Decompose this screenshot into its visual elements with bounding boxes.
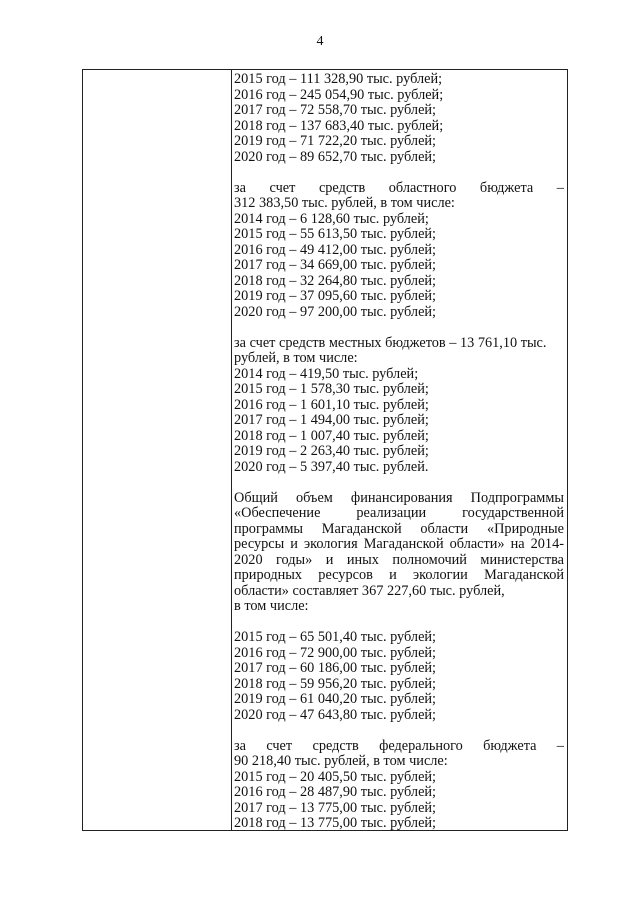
year-line: 2015 год – 1 578,30 тыс. рублей;	[234, 381, 429, 397]
year-line: 2020 год – 5 397,40 тыс. рублей.	[234, 458, 429, 475]
regional-budget-section	[234, 181, 564, 321]
year-line: 2017 год – 1 494,00 тыс. рублей;	[234, 412, 429, 428]
year-line: 2019 год – 37 095,60 тыс. рублей;	[234, 288, 437, 304]
year-line: 2016 год – 28 487,90 тыс. рублей;	[234, 784, 437, 800]
year-line: 2018 год – 13 775,00 тыс. рублей;	[234, 815, 437, 831]
heading-word: счет	[269, 179, 296, 196]
year-line: 2020 год – 89 652,70 тыс. рублей;	[234, 148, 437, 165]
local-budget-section	[234, 336, 564, 476]
federal-budget-total: 90 218,40 тыс. рублей, в том числе:	[234, 753, 448, 769]
general-funding-text: Общий объем финансирования Подпрограммы «Обеспечение реализации государственной программы Магаданской области «Природные ресурсы и экология Магаданской области» на 2014-2020 годы» и иных полномочий министерства природных ресурсов и экологии Магаданской области» составляет 367 227,60 тыс. рублей,	[234, 489, 564, 599]
year-line: 2016 год – 245 054,90 тыс. рублей;	[234, 86, 444, 103]
year-line: 2018 год – 1 007,40 тыс. рублей;	[234, 427, 429, 444]
funding-table	[82, 69, 568, 831]
year-line: 2016 год – 1 601,10 тыс. рублей;	[234, 396, 429, 413]
year-line: 2015 год – 111 328,90 тыс. рублей;	[234, 71, 443, 87]
heading-word: –	[556, 179, 564, 196]
year-line: 2017 год – 60 186,00 тыс. рублей;	[234, 660, 437, 676]
heading-word: областного	[388, 179, 457, 196]
page-number: 4	[316, 34, 324, 49]
column-divider	[231, 70, 232, 830]
heading-word: за	[234, 737, 246, 754]
year-line: 2019 год – 61 040,20 тыс. рублей;	[234, 691, 437, 707]
year-line: 2018 год – 32 264,80 тыс. рублей;	[234, 272, 437, 289]
year-line: 2018 год – 59 956,20 тыс. рублей;	[234, 675, 437, 692]
year-line: 2016 год – 72 900,00 тыс. рублей;	[234, 644, 437, 661]
year-line: 2017 год – 72 558,70 тыс. рублей;	[234, 102, 437, 118]
general-funding-section	[234, 491, 564, 724]
general-funding-tail: в том числе:	[234, 598, 309, 614]
funding-block-continued	[234, 72, 564, 165]
year-line: 2015 год – 20 405,50 тыс. рублей;	[234, 768, 437, 785]
year-line: 2020 год – 97 200,00 тыс. рублей;	[234, 303, 437, 320]
year-line: 2017 год – 13 775,00 тыс. рублей;	[234, 799, 437, 816]
federal-budget-heading	[234, 739, 564, 755]
federal-budget-section	[234, 739, 564, 832]
year-line: 2014 год – 6 128,60 тыс. рублей;	[234, 210, 429, 227]
local-budget-heading-cont: рублей, в том числе:	[234, 350, 358, 366]
year-line: 2015 год – 65 501,40 тыс. рублей;	[234, 629, 437, 645]
year-line: 2017 год – 34 669,00 тыс. рублей;	[234, 257, 437, 273]
year-line: 2015 год – 55 613,50 тыс. рублей;	[234, 226, 437, 242]
heading-word: бюджета	[483, 737, 537, 754]
regional-budget-total: 312 383,50 тыс. рублей, в том числе:	[234, 195, 455, 211]
year-line: 2014 год – 419,50 тыс. рублей;	[234, 365, 419, 382]
heading-word: бюджета	[479, 179, 534, 196]
heading-word: счет	[266, 737, 293, 754]
regional-budget-heading	[234, 181, 564, 197]
heading-word: –	[556, 737, 564, 754]
local-budget-heading: за счет средств местных бюджетов – 13 761,10 тыс.	[234, 334, 547, 351]
year-line: 2019 год – 2 263,40 тыс. рублей;	[234, 443, 429, 459]
heading-word: федерального	[379, 737, 463, 754]
heading-word: за	[234, 179, 246, 196]
funding-cell	[234, 72, 564, 832]
year-line: 2018 год – 137 683,40 тыс. рублей;	[234, 117, 444, 134]
heading-word: средств	[312, 737, 359, 754]
year-line: 2019 год – 71 722,20 тыс. рублей;	[234, 133, 437, 149]
general-years	[234, 630, 564, 723]
heading-word: средств	[318, 179, 366, 196]
year-line: 2020 год – 47 643,80 тыс. рублей;	[234, 706, 437, 723]
year-line: 2016 год – 49 412,00 тыс. рублей;	[234, 241, 437, 258]
